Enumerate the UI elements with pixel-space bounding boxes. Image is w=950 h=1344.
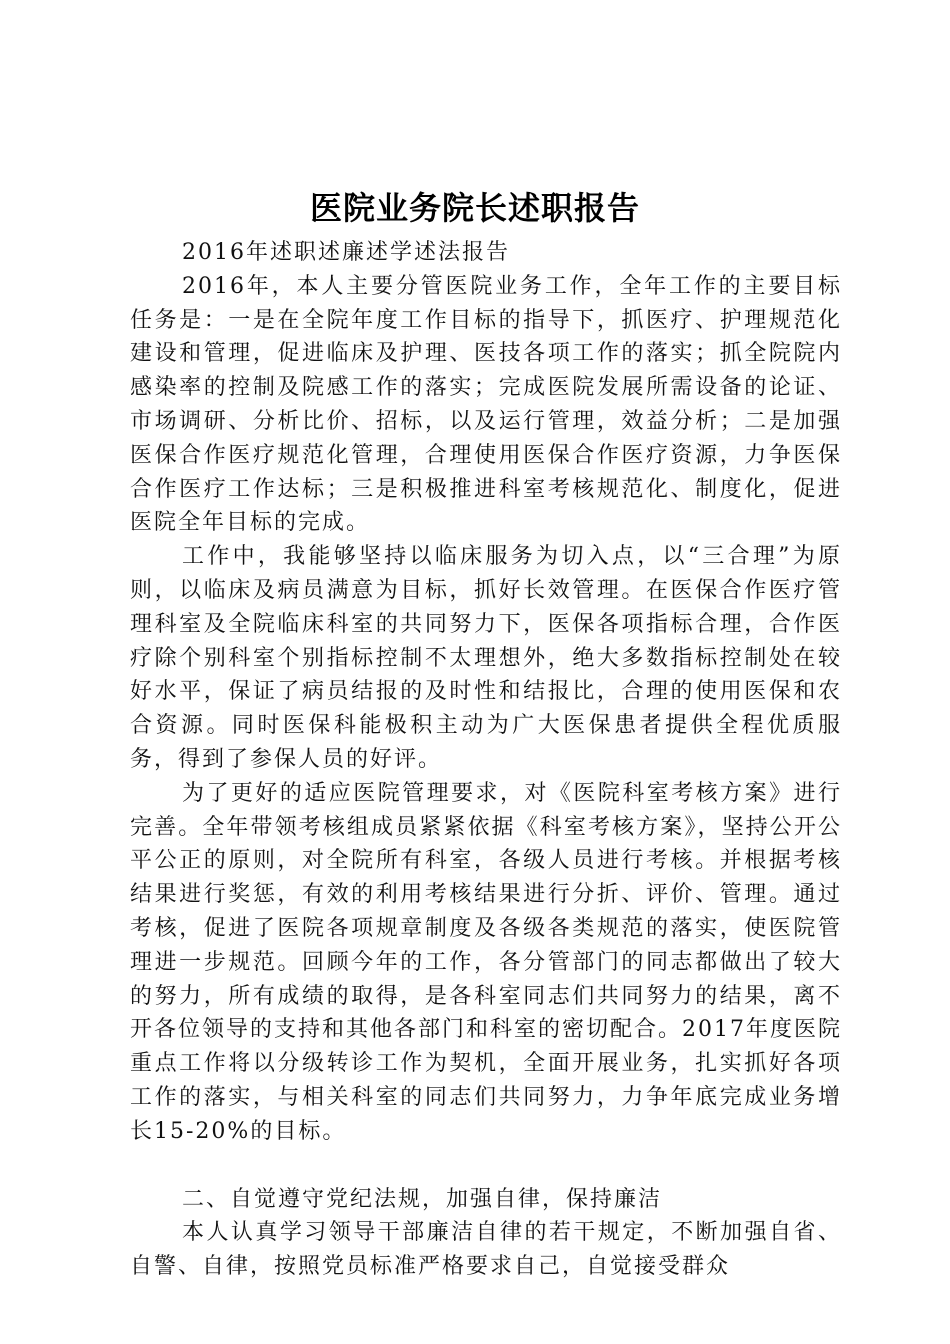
body-paragraph: 为了更好的适应医院管理要求，对《医院科室考核方案》进行完善。全年带领考核组成员紧紧依据《科室考核方案》，坚持公开公平公正的原则，对全院所有科室，各级人员进行考核。并根据考核结果进行奖惩，有效的利用考核结果进行分折、评价、管理。通过考核，促进了医院各项规章制度及各级各类规范的落实，使医院管理进一步规范。回顾今年的工作，各分管部门的同志都做出了较大的努力，所有成绩的取得，是各科室同志们共同努力的结果，离不开各位领导的支持和其他各部门和科室的密切配合。2017年度医院重点工作将以分级转诊工作为契机，全面开展业务，扎实抓好各项工作的落实，与相关科室的同志们共同努力，力争年底完成业务增长15-20%的目标。 [130, 780, 842, 1144]
document-body [130, 236, 842, 1284]
section-heading: 二、自觉遵守党纪法规，加强自律，保持廉洁 [182, 1186, 663, 1212]
document-title: 医院业务院长述职报告 [309, 189, 640, 227]
body-paragraph: 本人认真学习领导干部廉洁自律的若干规定，不断加强自省、自警、自律，按照党员标准严格要求自己，自觉接受群众 [130, 1220, 842, 1280]
body-paragraph: 2016年，本人主要分管医院业务工作，全年工作的主要目标任务是：一是在全院年度工作目标的指导下，抓医疗、护理规范化建设和管理，促进临床及护理、医技各项工作的落实；抓全院院内感染率的控制及院感工作的落实；完成医院发展所需设备的论证、市场调研、分析比价、招标，以及运行管理，效益分析；二是加强医保合作医疗规范化管理，合理使用医保合作医疗资源，力争医保合作医疗工作达标；三是积极推进科室考核规范化、制度化，促进医院全年目标的完成。 [130, 273, 842, 536]
body-paragraph: 工作中，我能够坚持以临床服务为切入点，以“三合理”为原则，以临床及病员满意为目标，抓好长效管理。在医保合作医疗管理科室及全院临床科室的共同努力下，医保各项指标合理，合作医疗除个别科室个别指标控制不太理想外，绝大多数指标控制处在较好水平，保证了病员结报的及时性和结报比，合理的使用医保和农合资源。同时医保科能极积主动为广大医保患者提供全程优质服务，得到了参保人员的好评。 [130, 544, 842, 772]
subtitle-paragraph: 2016年述职述廉述学述法报告 [182, 240, 510, 265]
